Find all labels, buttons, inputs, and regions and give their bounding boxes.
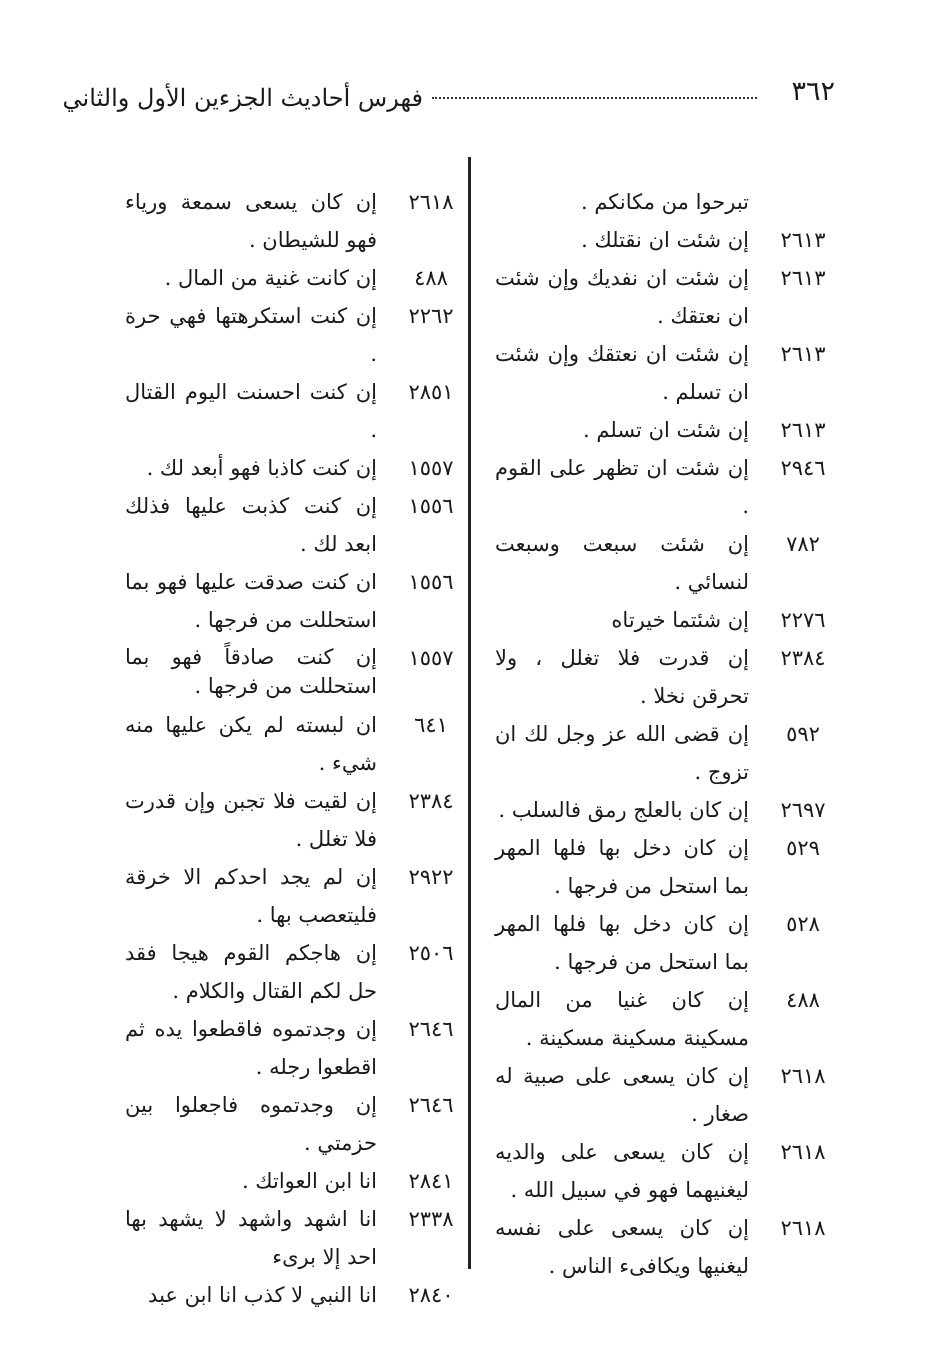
index-entry <box>495 335 835 411</box>
hadith-text: إن كان يسعى على نفسه ليغنيها ويكافىء الناس . <box>495 1216 749 1278</box>
hadith-text: إن لقيت فلا تجبن وإن قدرت فلا تغلل . <box>125 789 377 851</box>
index-entry <box>125 1276 463 1314</box>
page-header <box>62 70 835 120</box>
hadith-text: إن كان غنيا من المال مسكينة مسكينة مسكينة . <box>495 988 749 1050</box>
hadith-number: ٢٦٤٦ <box>408 1017 454 1041</box>
hadith-number: ٧٨٢ <box>786 532 820 556</box>
hadith-text: ان كنت صدقت عليها فهو بما استحللت من فرجها . <box>125 570 377 632</box>
hadith-number: ٢٦١٣ <box>780 228 826 252</box>
hadith-text: إن وجدتموه فاجعلوا بين حزمتي . <box>125 1093 377 1155</box>
index-entry <box>125 487 463 563</box>
hadith-text: إن كنت احسنت اليوم القتال . <box>125 380 377 442</box>
hadith-number: ٢٦١٣ <box>780 418 826 442</box>
hadith-text: إن لم يجد احدكم الا خرقة فليتعصب بها . <box>125 865 377 927</box>
index-column-left <box>125 183 463 1314</box>
hadith-number: ٢٩٢٢ <box>408 865 454 889</box>
hadith-number: ٢٣٣٨ <box>408 1207 454 1231</box>
hadith-text: إن كان يسعى سمعة ورياء فهو للشيطان . <box>125 190 377 252</box>
hadith-number: ٤٨٨ <box>414 266 448 290</box>
hadith-text: إن وجدتموه فاقطعوا يده ثم اقطعوا رجله . <box>125 1017 377 1079</box>
index-entry <box>125 1086 463 1162</box>
hadith-number: ٢٢٧٦ <box>780 608 826 632</box>
index-entry <box>495 829 835 905</box>
index-entry <box>125 1162 463 1200</box>
index-entry <box>125 1200 463 1276</box>
index-entry <box>495 981 835 1057</box>
hadith-text: إن كان بالعلج رمق فالسلب . <box>498 798 749 822</box>
hadith-text: إن شئت ان تظهر على القوم . <box>495 456 749 518</box>
hadith-text: إن شئت ان نعتقك وإن شئت ان تسلم . <box>495 342 749 404</box>
hadith-text: إن كنت كذبت عليها فذلك ابعد لك . <box>125 494 377 556</box>
index-entry <box>495 791 835 829</box>
index-entry <box>495 1209 835 1285</box>
index-entry <box>495 715 835 791</box>
index-entry <box>125 934 463 1010</box>
hadith-text: إن قضى الله عز وجل لك ان تزوج . <box>495 722 749 784</box>
index-entry <box>495 449 835 525</box>
index-column-right <box>495 183 835 1285</box>
index-entry <box>125 858 463 934</box>
index-entry <box>125 563 463 639</box>
hadith-number: ٢٣٨٤ <box>408 789 454 813</box>
hadith-text: تبرحوا من مكانكم . <box>580 190 749 214</box>
hadith-number: ٥٩٢ <box>786 722 820 746</box>
hadith-number: ٤٨٨ <box>786 988 820 1012</box>
index-entry <box>495 639 835 715</box>
hadith-text: إن كانت غنية من المال . <box>164 266 377 290</box>
hadith-number: ٢٦١٣ <box>780 266 826 290</box>
index-entry <box>495 183 835 221</box>
index-entry <box>125 373 463 449</box>
header-title: فهرس أحاديث الجزءين الأول والثاني <box>62 84 423 112</box>
hadith-text: إن شئت ان تسلم . <box>583 418 749 442</box>
hadith-number: ٢٦١٨ <box>780 1140 826 1164</box>
hadith-text: إن كان دخل بها فلها المهر بما استحل من فرجها . <box>495 836 749 898</box>
index-entry <box>125 259 463 297</box>
index-entry <box>495 259 835 335</box>
hadith-number: ٢٦٤٦ <box>408 1093 454 1117</box>
index-entry <box>495 525 835 601</box>
hadith-number: ١٥٥٧ <box>408 646 454 670</box>
hadith-text: انا النبي لا كذب انا ابن عبد <box>148 1283 377 1307</box>
column-divider <box>468 157 471 1269</box>
index-entry <box>125 706 463 782</box>
hadith-number: ٢٦١٨ <box>408 190 454 214</box>
hadith-number: ٥٢٨ <box>786 912 820 936</box>
hadith-text: إن كان يسعى على صبية له صغار . <box>495 1064 749 1126</box>
hadith-text: إن شئتما خيرتاه <box>611 608 749 632</box>
hadith-number: ٢٦٩٧ <box>780 798 826 822</box>
hadith-text: إن كنت صادقاً فهو بما استحللت من فرجها . <box>125 645 377 698</box>
hadith-text: انا اشهد واشهد لا يشهد بها احد إلا برىء <box>125 1207 377 1269</box>
hadith-number: ٢٨٤١ <box>408 1169 454 1193</box>
index-entry <box>125 639 463 706</box>
hadith-text: إن شئت سبعت وسبعت لنسائي . <box>495 532 749 594</box>
hadith-number: ٢٦١٨ <box>780 1064 826 1088</box>
hadith-number: ٢٣٨٤ <box>780 646 826 670</box>
page-number: ٣٦٢ <box>791 76 835 107</box>
index-entry <box>495 905 835 981</box>
hadith-text: إن هاجكم القوم هيجا فقد حل لكم القتال والكلام . <box>125 941 377 1003</box>
header-dotted-leader <box>432 97 757 99</box>
hadith-number: ٢٦١٨ <box>780 1216 826 1240</box>
hadith-text: إن قدرت فلا تغلل ، ولا تحرقن نخلا . <box>495 646 749 708</box>
hadith-text: إن كان دخل بها فلها المهر بما استحل من فرجها . <box>495 912 749 974</box>
index-entry <box>495 221 835 259</box>
index-entry <box>125 782 463 858</box>
hadith-number: ٥٢٩ <box>786 836 820 860</box>
hadith-number: ٦٤١ <box>414 713 448 737</box>
hadith-number: ١٥٥٧ <box>408 456 454 480</box>
hadith-number: ١٥٥٦ <box>408 494 454 518</box>
hadith-text: إن شئت ان نفديك وإن شئت ان نعتقك . <box>495 266 749 328</box>
hadith-text: إن شئت ان نقتلك . <box>581 228 749 252</box>
hadith-text: ان لبسته لم يكن عليها منه شيء . <box>125 713 377 775</box>
hadith-number: ٢٨٤٠ <box>408 1283 454 1307</box>
index-entry <box>125 297 463 373</box>
hadith-number: ١٥٥٦ <box>408 570 454 594</box>
index-entry <box>125 449 463 487</box>
hadith-text: إن كنت كاذبا فهو أبعد لك . <box>146 456 377 480</box>
index-entry <box>495 601 835 639</box>
index-entry <box>495 411 835 449</box>
hadith-number: ٢٥٠٦ <box>408 941 454 965</box>
index-entry <box>125 1010 463 1086</box>
hadith-text: إن كنت استكرهتها فهي حرة . <box>125 304 377 366</box>
hadith-number: ٢٢٦٢ <box>408 304 454 328</box>
hadith-text: إن كان يسعى على والديه ليغنيهما فهو في سبيل الله . <box>495 1140 749 1202</box>
hadith-number: ٢٨٥١ <box>408 380 454 404</box>
index-entry <box>495 1133 835 1209</box>
hadith-number: ٢٩٤٦ <box>780 456 826 480</box>
index-entry <box>125 183 463 259</box>
hadith-number: ٢٦١٣ <box>780 342 826 366</box>
index-entry <box>495 1057 835 1133</box>
hadith-text: انا ابن العواتك . <box>241 1169 377 1193</box>
